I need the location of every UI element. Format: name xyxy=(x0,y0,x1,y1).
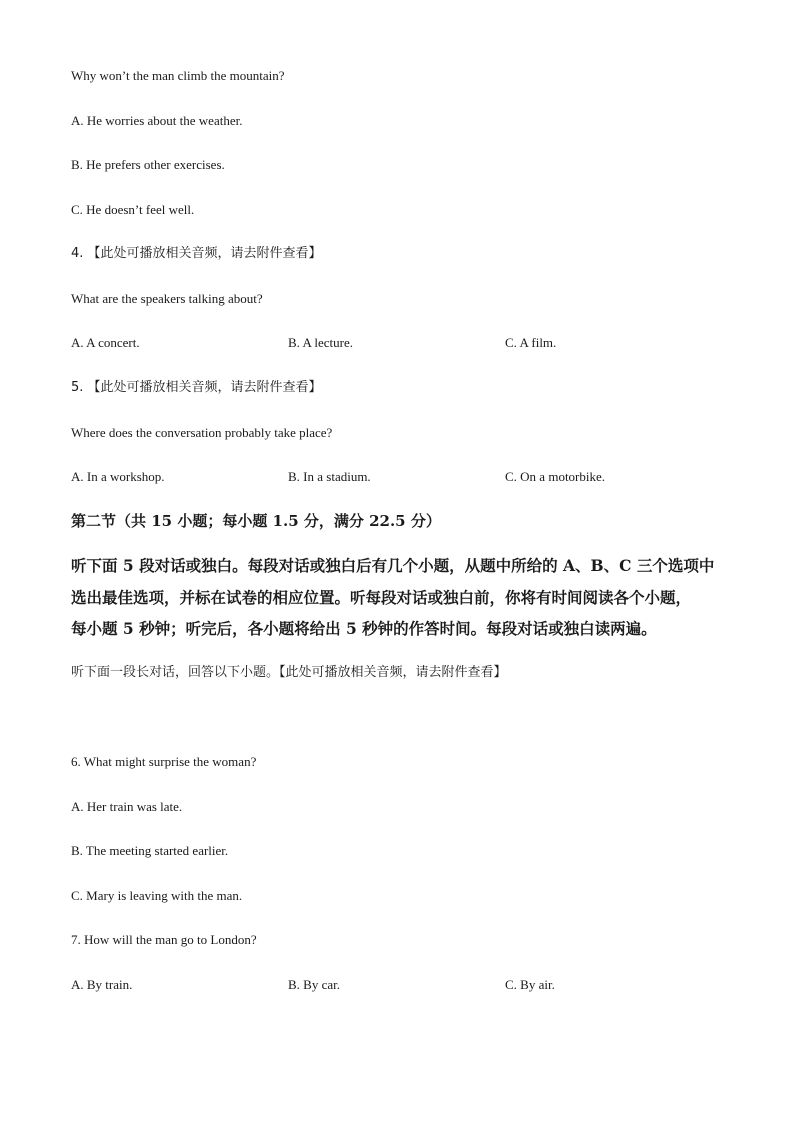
section-2-instruction-line-3: 每小题 5 秒钟；听完后，各小题将给出 5 秒钟的作答时间。每段对话或独白读两遍。 xyxy=(71,619,657,638)
q6-option-c: C. Mary is leaving with the man. xyxy=(71,888,243,903)
q6-option-b: B. The meeting started earlier. xyxy=(71,843,229,858)
q5-option-c: C. On a motorbike. xyxy=(505,469,606,484)
q7-option-b: B. By car. xyxy=(288,977,340,992)
q4-option-b: B. A lecture. xyxy=(288,335,353,350)
question-6-text: 6. What might surprise the woman? xyxy=(71,754,257,769)
question-5-text: Where does the conversation probably take place? xyxy=(71,425,333,440)
section-2-instruction-line-2: 选出最佳选项，并标在试卷的相应位置。听每段对话或独白前，你将有时间阅读各个小题， xyxy=(71,588,692,607)
q4-option-c: C. A film. xyxy=(505,335,557,350)
q4-option-a: A. A concert. xyxy=(71,335,140,350)
q3-option-c: C. He doesn’t feel well. xyxy=(71,202,195,217)
question-7-text: 7. How will the man go to London? xyxy=(71,932,257,947)
question-3-text: Why won’t the man climb the mountain? xyxy=(71,68,285,83)
q5-option-b: B. In a stadium. xyxy=(288,469,371,484)
q5-option-a: A. In a workshop. xyxy=(71,469,165,484)
q6-option-a: A. Her train was late. xyxy=(71,799,183,814)
section-2-title: 第二节（共 15 小题；每小题 1.5 分，满分 22.5 分） xyxy=(71,512,441,530)
listen-note: 听下面一段长对话，回答以下小题。【此处可播放相关音频，请去附件查看】 xyxy=(71,665,507,680)
q5-audio-note: 5. 【此处可播放相关音频，请去附件查看】 xyxy=(71,380,322,395)
q7-option-a: A. By train. xyxy=(71,977,133,992)
q7-option-c: C. By air. xyxy=(505,977,555,992)
question-4-text: What are the speakers talking about? xyxy=(71,291,263,306)
q3-option-b: B. He prefers other exercises. xyxy=(71,157,225,172)
section-2-instruction-line-1: 听下面 5 段对话或独白。每段对话或独白后有几个小题，从题中所给的 A、B、C 三个选项中 xyxy=(71,556,715,575)
q3-option-a: A. He worries about the weather. xyxy=(71,113,243,128)
q4-audio-note: 4. 【此处可播放相关音频，请去附件查看】 xyxy=(71,246,322,261)
